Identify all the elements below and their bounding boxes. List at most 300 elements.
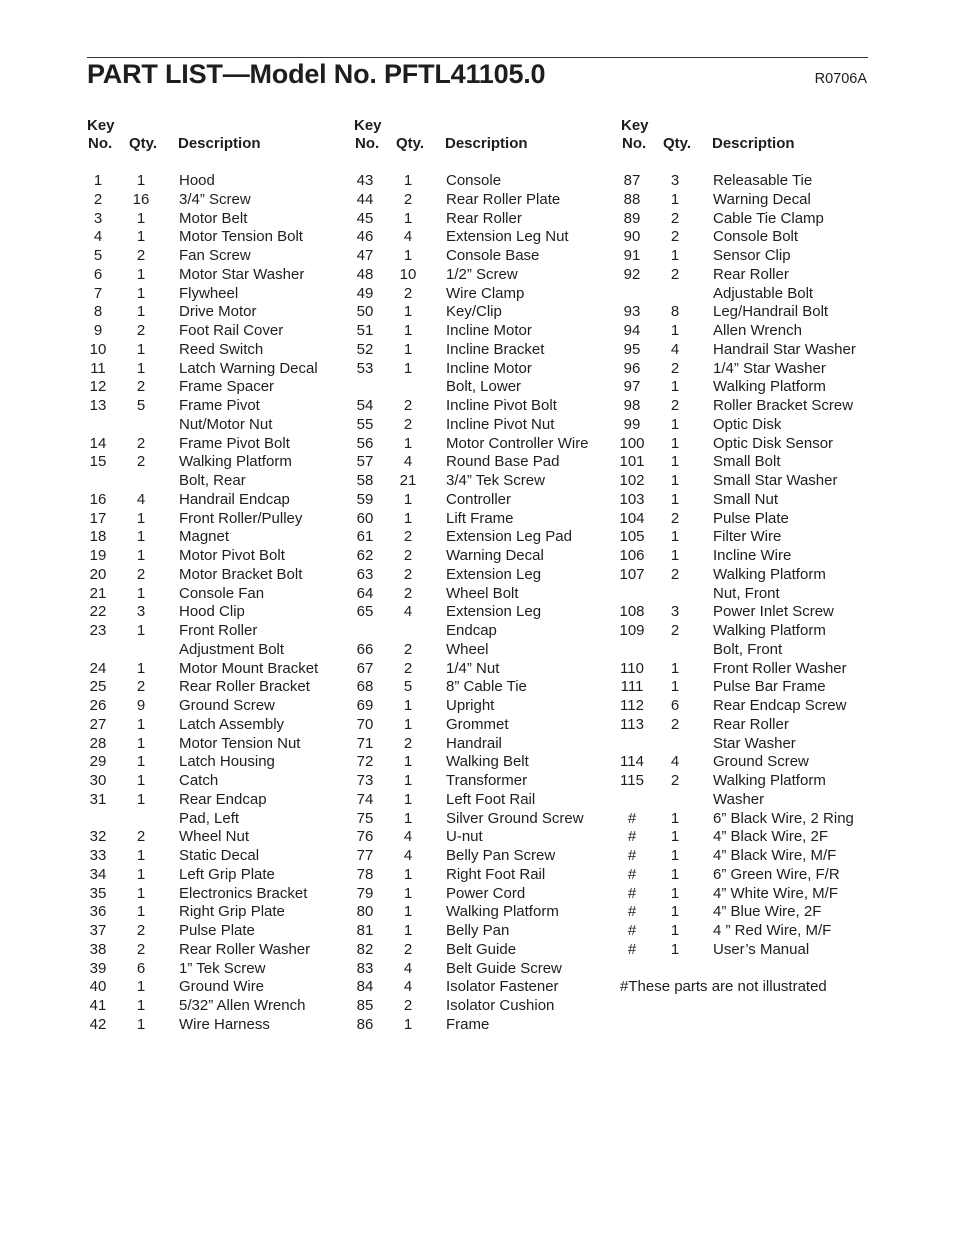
part-key-number: 69 bbox=[356, 697, 374, 714]
part-row bbox=[87, 960, 352, 979]
part-row bbox=[354, 191, 619, 210]
part-key-number: 33 bbox=[89, 847, 107, 864]
part-key-number: 35 bbox=[89, 884, 107, 902]
part-key-number: 55 bbox=[356, 415, 374, 433]
part-key-number: 62 bbox=[356, 547, 374, 564]
part-description: 1” Tek Screw bbox=[179, 959, 266, 977]
part-row bbox=[621, 603, 886, 622]
part-key-number: 9 bbox=[93, 322, 103, 339]
part-description: 1/4” Nut bbox=[446, 659, 500, 677]
part-description: Bolt, Front bbox=[713, 640, 783, 658]
part-key-number: # bbox=[627, 940, 637, 958]
part-description: Wheel bbox=[446, 640, 489, 658]
part-row bbox=[621, 660, 886, 679]
part-description: Motor Tension Nut bbox=[179, 734, 301, 752]
part-description: Electronics Bracket bbox=[179, 884, 308, 902]
part-row bbox=[354, 266, 619, 285]
part-row bbox=[621, 528, 886, 547]
part-key-number: 78 bbox=[356, 865, 374, 883]
part-key-number: 87 bbox=[623, 172, 641, 189]
part-row bbox=[621, 735, 886, 754]
part-key-number: 59 bbox=[356, 490, 374, 508]
part-quantity: 1 bbox=[670, 322, 680, 339]
part-key-number: 42 bbox=[89, 1015, 107, 1033]
part-quantity: 1 bbox=[670, 809, 680, 827]
part-description: Flywheel bbox=[179, 284, 239, 302]
part-row bbox=[354, 716, 619, 735]
part-key-number: 58 bbox=[356, 472, 374, 489]
part-description: Motor Tension Bolt bbox=[179, 228, 303, 246]
part-quantity: 2 bbox=[136, 940, 146, 958]
part-description: Left Grip Plate bbox=[179, 865, 275, 883]
part-quantity: 1 bbox=[403, 209, 413, 227]
part-description: Grommet bbox=[446, 715, 509, 733]
part-row bbox=[621, 678, 886, 697]
part-key-number: 106 bbox=[619, 547, 645, 564]
part-row bbox=[621, 903, 886, 922]
part-description: Bolt, Lower bbox=[446, 378, 522, 396]
part-description: Belt Guide bbox=[446, 940, 517, 958]
part-row bbox=[87, 828, 352, 847]
part-key-number: 16 bbox=[89, 490, 107, 508]
part-row bbox=[87, 247, 352, 266]
part-key-number: 53 bbox=[356, 359, 374, 377]
part-key-number: 19 bbox=[89, 547, 107, 564]
part-key-number: 85 bbox=[356, 997, 374, 1014]
part-key-number: # bbox=[627, 884, 637, 902]
part-description: Left Foot Rail bbox=[446, 790, 536, 808]
part-description: Nut, Front bbox=[713, 584, 780, 602]
part-row bbox=[621, 435, 886, 454]
description-header: Description bbox=[178, 135, 261, 152]
part-key-number: 99 bbox=[623, 415, 641, 433]
part-row bbox=[621, 791, 886, 810]
part-quantity: 4 bbox=[403, 453, 413, 471]
part-row bbox=[354, 397, 619, 416]
part-row bbox=[87, 678, 352, 697]
part-row bbox=[87, 866, 352, 885]
part-description: Console bbox=[446, 172, 502, 189]
part-row bbox=[354, 566, 619, 585]
part-quantity: 1 bbox=[670, 528, 680, 546]
part-description: Motor Mount Bracket bbox=[179, 659, 319, 677]
part-quantity: 1 bbox=[136, 340, 146, 358]
part-key-number: 2 bbox=[93, 190, 103, 208]
part-row bbox=[87, 378, 352, 397]
part-description: 8” Cable Tie bbox=[446, 678, 527, 696]
part-quantity: 4 bbox=[670, 753, 680, 771]
part-row bbox=[621, 753, 886, 772]
part-description: Extension Leg Pad bbox=[446, 528, 572, 546]
part-description: Small Star Washer bbox=[713, 472, 838, 489]
part-description: Pulse Plate bbox=[179, 922, 255, 939]
part-description: Lift Frame bbox=[446, 509, 514, 527]
part-row bbox=[621, 360, 886, 379]
part-quantity: 2 bbox=[403, 397, 413, 414]
part-key-number: 1 bbox=[93, 172, 103, 189]
part-row bbox=[354, 697, 619, 716]
part-description: 4” Black Wire, 2F bbox=[713, 828, 829, 846]
part-description: Latch Housing bbox=[179, 753, 275, 771]
part-row bbox=[354, 285, 619, 304]
part-row bbox=[87, 1016, 352, 1035]
part-quantity: 1 bbox=[136, 509, 146, 527]
part-quantity: 1 bbox=[136, 265, 146, 283]
part-key-number: 61 bbox=[356, 528, 374, 546]
part-row bbox=[354, 735, 619, 754]
part-row bbox=[621, 285, 886, 304]
description-header: Description bbox=[712, 135, 795, 152]
part-key-number: 108 bbox=[619, 603, 645, 621]
part-description: Power Cord bbox=[446, 884, 526, 902]
part-row bbox=[354, 510, 619, 529]
part-row bbox=[354, 322, 619, 341]
part-row bbox=[621, 866, 886, 885]
part-quantity: 2 bbox=[136, 247, 146, 264]
part-row bbox=[354, 416, 619, 435]
part-row bbox=[354, 622, 619, 641]
part-key-number: 38 bbox=[89, 940, 107, 958]
part-quantity: 2 bbox=[136, 828, 146, 846]
part-quantity: 2 bbox=[670, 509, 680, 527]
part-quantity: 2 bbox=[403, 997, 413, 1014]
part-row bbox=[621, 828, 886, 847]
part-quantity: 1 bbox=[670, 434, 680, 452]
part-key-number: 41 bbox=[89, 997, 107, 1014]
qty-header: Qty. bbox=[663, 135, 692, 152]
part-quantity: 2 bbox=[403, 190, 413, 208]
part-row bbox=[354, 678, 619, 697]
part-description: Rear Roller bbox=[446, 209, 522, 227]
part-key-number: 102 bbox=[619, 472, 645, 489]
part-key-number: 47 bbox=[356, 247, 374, 264]
part-row bbox=[354, 453, 619, 472]
part-key-number: 73 bbox=[356, 772, 374, 789]
part-key-number: 26 bbox=[89, 697, 107, 714]
key-header-line1: Key bbox=[354, 117, 382, 134]
part-description: Right Grip Plate bbox=[179, 903, 285, 921]
part-description: Console Base bbox=[446, 247, 540, 264]
part-key-number: 49 bbox=[356, 284, 374, 302]
part-key-number: 60 bbox=[356, 509, 374, 527]
part-key-number: 43 bbox=[356, 172, 374, 189]
part-description: Ground Wire bbox=[179, 978, 265, 996]
part-row bbox=[354, 772, 619, 791]
part-key-number: 48 bbox=[356, 265, 374, 283]
part-row bbox=[87, 978, 352, 997]
parts-column-2 bbox=[354, 117, 619, 1033]
part-description: Cable Tie Clamp bbox=[713, 209, 824, 227]
part-row bbox=[354, 547, 619, 566]
part-row bbox=[87, 772, 352, 791]
part-quantity: 1 bbox=[403, 715, 413, 733]
part-row bbox=[87, 641, 352, 660]
part-row bbox=[354, 960, 619, 979]
part-quantity: 1 bbox=[136, 359, 146, 377]
key-header-line1: Key bbox=[87, 117, 115, 134]
part-quantity: 1 bbox=[136, 772, 146, 789]
part-row bbox=[354, 922, 619, 941]
part-quantity: 2 bbox=[403, 528, 413, 546]
part-quantity: 10 bbox=[399, 265, 417, 283]
part-description: Extension Leg Nut bbox=[446, 228, 569, 246]
part-quantity: 1 bbox=[403, 697, 413, 714]
part-row bbox=[87, 735, 352, 754]
part-key-number: 94 bbox=[623, 322, 641, 339]
part-row bbox=[87, 810, 352, 829]
part-row bbox=[87, 660, 352, 679]
part-row bbox=[354, 210, 619, 229]
part-key-number: 31 bbox=[89, 790, 107, 808]
part-key-number: 115 bbox=[620, 772, 644, 789]
part-row bbox=[354, 528, 619, 547]
part-description: Walking Platform bbox=[713, 565, 826, 583]
part-row bbox=[354, 941, 619, 960]
part-key-number: 29 bbox=[89, 753, 107, 771]
part-key-number: 25 bbox=[89, 678, 107, 696]
part-quantity: 1 bbox=[670, 828, 680, 846]
part-description: Warning Decal bbox=[713, 190, 811, 208]
part-description: Incline Pivot Bolt bbox=[446, 397, 557, 414]
part-quantity: 1 bbox=[136, 884, 146, 902]
part-key-number: 66 bbox=[356, 640, 374, 658]
part-quantity: 1 bbox=[136, 1015, 146, 1033]
part-quantity: 2 bbox=[136, 322, 146, 339]
part-row bbox=[621, 885, 886, 904]
part-row bbox=[87, 941, 352, 960]
part-quantity: 1 bbox=[136, 584, 146, 602]
part-description: Controller bbox=[446, 490, 512, 508]
part-key-number: 90 bbox=[623, 228, 641, 246]
part-key-number: 82 bbox=[356, 940, 374, 958]
part-description: Motor Controller Wire bbox=[446, 434, 589, 452]
part-description: Optic Disk Sensor bbox=[713, 434, 834, 452]
part-row bbox=[621, 228, 886, 247]
part-row bbox=[354, 885, 619, 904]
part-key-number: 12 bbox=[89, 378, 107, 396]
part-quantity: 2 bbox=[136, 678, 146, 696]
part-row bbox=[621, 453, 886, 472]
part-key-number: 80 bbox=[356, 903, 374, 921]
part-row bbox=[87, 622, 352, 641]
part-key-number: 75 bbox=[356, 809, 374, 827]
part-key-number: 91 bbox=[623, 247, 641, 264]
part-description: Walking Platform bbox=[713, 772, 826, 789]
part-key-number: 113 bbox=[620, 715, 644, 733]
part-key-number: 28 bbox=[89, 734, 107, 752]
part-description: Rear Roller Washer bbox=[179, 940, 311, 958]
part-quantity: 1 bbox=[136, 209, 146, 227]
part-description: Endcap bbox=[446, 622, 497, 639]
part-row bbox=[87, 585, 352, 604]
part-description: Upright bbox=[446, 697, 495, 714]
parts-list bbox=[87, 172, 352, 1035]
part-key-number: 105 bbox=[619, 528, 645, 546]
part-description: Frame Pivot bbox=[179, 397, 260, 414]
part-row bbox=[621, 247, 886, 266]
part-description: Hood Clip bbox=[179, 603, 245, 621]
qty-header: Qty. bbox=[129, 135, 158, 152]
part-quantity: 4 bbox=[403, 828, 413, 846]
part-row bbox=[87, 997, 352, 1016]
part-description: Right Foot Rail bbox=[446, 865, 546, 883]
part-row bbox=[87, 172, 352, 191]
part-quantity: 1 bbox=[670, 453, 680, 471]
part-quantity: 1 bbox=[403, 865, 413, 883]
part-row bbox=[354, 791, 619, 810]
part-description: Sensor Clip bbox=[713, 247, 791, 264]
part-description: 3/4” Tek Screw bbox=[446, 472, 545, 489]
part-quantity: 1 bbox=[403, 884, 413, 902]
part-quantity: 1 bbox=[670, 490, 680, 508]
part-description: Front Roller Washer bbox=[713, 659, 847, 677]
part-key-number: 97 bbox=[623, 378, 641, 396]
part-quantity: 2 bbox=[403, 565, 413, 583]
part-key-number: 83 bbox=[356, 959, 374, 977]
part-row bbox=[354, 247, 619, 266]
part-quantity: 2 bbox=[670, 565, 680, 583]
part-quantity: 2 bbox=[670, 622, 680, 639]
part-quantity: 1 bbox=[670, 940, 680, 958]
parts-list bbox=[621, 172, 886, 960]
part-description: 1/2” Screw bbox=[446, 265, 518, 283]
part-description: Console Bolt bbox=[713, 228, 799, 246]
part-key-number: 114 bbox=[620, 753, 644, 771]
part-key-number: 67 bbox=[356, 659, 374, 677]
part-row bbox=[354, 1016, 619, 1035]
part-key-number: 64 bbox=[356, 584, 374, 602]
part-description: Round Base Pad bbox=[446, 453, 560, 471]
part-key-number: 21 bbox=[89, 584, 107, 602]
part-row bbox=[354, 172, 619, 191]
part-quantity: 1 bbox=[403, 434, 413, 452]
part-quantity: 1 bbox=[403, 922, 413, 939]
part-quantity: 3 bbox=[670, 172, 680, 189]
part-row bbox=[621, 472, 886, 491]
part-quantity: 1 bbox=[670, 547, 680, 564]
part-row bbox=[621, 303, 886, 322]
part-quantity: 1 bbox=[136, 734, 146, 752]
part-key-number: 18 bbox=[89, 528, 107, 546]
part-quantity: 1 bbox=[136, 847, 146, 864]
part-key-number: 96 bbox=[623, 359, 641, 377]
part-quantity: 1 bbox=[136, 790, 146, 808]
part-description: Frame Spacer bbox=[179, 378, 275, 396]
part-description: Bolt, Rear bbox=[179, 472, 246, 489]
part-description: Adjustable Bolt bbox=[713, 284, 814, 302]
part-row bbox=[354, 491, 619, 510]
part-quantity: 1 bbox=[403, 903, 413, 921]
part-quantity: 1 bbox=[670, 247, 680, 264]
part-quantity: 2 bbox=[136, 434, 146, 452]
key-header-line2: No. bbox=[355, 135, 380, 152]
part-quantity: 1 bbox=[136, 903, 146, 921]
part-quantity: 1 bbox=[670, 922, 680, 939]
part-quantity: 16 bbox=[132, 190, 150, 208]
part-row bbox=[87, 716, 352, 735]
part-row bbox=[354, 585, 619, 604]
part-quantity: 3 bbox=[136, 603, 146, 621]
part-row bbox=[354, 810, 619, 829]
part-key-number: 79 bbox=[356, 884, 374, 902]
part-key-number: 56 bbox=[356, 434, 374, 452]
part-row bbox=[354, 753, 619, 772]
part-description: Optic Disk bbox=[713, 415, 782, 433]
part-description: 5/32” Allen Wrench bbox=[179, 997, 306, 1014]
part-description: Incline Motor bbox=[446, 322, 532, 339]
part-description: Extension Leg bbox=[446, 603, 542, 621]
part-quantity: 1 bbox=[136, 284, 146, 302]
part-row bbox=[87, 191, 352, 210]
part-quantity: 4 bbox=[403, 959, 413, 977]
part-row bbox=[87, 210, 352, 229]
part-quantity: 1 bbox=[136, 753, 146, 771]
part-description: Filter Wire bbox=[713, 528, 782, 546]
part-description: Adjustment Bolt bbox=[179, 640, 285, 658]
part-description: Power Inlet Screw bbox=[713, 603, 834, 621]
part-key-number: 10 bbox=[89, 340, 107, 358]
part-description: Isolator Cushion bbox=[446, 997, 555, 1014]
part-description: Walking Belt bbox=[446, 753, 529, 771]
part-row bbox=[621, 566, 886, 585]
part-description: Wire Clamp bbox=[446, 284, 525, 302]
part-key-number: 86 bbox=[356, 1015, 374, 1033]
part-row bbox=[621, 810, 886, 829]
part-description: Pad, Left bbox=[179, 809, 240, 827]
part-row bbox=[621, 416, 886, 435]
part-quantity: 1 bbox=[670, 190, 680, 208]
part-quantity: 1 bbox=[136, 978, 146, 996]
part-description: Catch bbox=[179, 772, 219, 789]
part-row bbox=[621, 922, 886, 941]
part-key-number: # bbox=[627, 922, 637, 939]
part-quantity: 2 bbox=[670, 209, 680, 227]
part-row bbox=[87, 566, 352, 585]
part-quantity: 1 bbox=[136, 228, 146, 246]
part-description: Walking Platform bbox=[713, 622, 826, 639]
part-description: Ground Screw bbox=[179, 697, 275, 714]
part-description: Hood bbox=[179, 172, 215, 189]
part-row bbox=[354, 641, 619, 660]
part-description: Fan Screw bbox=[179, 247, 251, 264]
part-description: 4 ” Red Wire, M/F bbox=[713, 922, 832, 939]
part-key-number: 34 bbox=[89, 865, 107, 883]
part-description: U-nut bbox=[446, 828, 483, 846]
part-description: Rear Roller bbox=[713, 715, 789, 733]
part-description: Ground Screw bbox=[713, 753, 809, 771]
part-quantity: 1 bbox=[403, 509, 413, 527]
part-description: Rear Endcap Screw bbox=[713, 697, 847, 714]
part-quantity: 1 bbox=[136, 547, 146, 564]
part-quantity: 1 bbox=[136, 622, 146, 639]
part-description: Front Roller bbox=[179, 622, 258, 639]
part-key-number: 15 bbox=[89, 453, 107, 471]
footnote: #These parts are not illustrated bbox=[620, 978, 827, 995]
part-row bbox=[621, 697, 886, 716]
part-key-number: 76 bbox=[356, 828, 374, 846]
part-row bbox=[87, 922, 352, 941]
part-row bbox=[621, 641, 886, 660]
part-key-number: 11 bbox=[90, 359, 106, 377]
part-description: 6” Green Wire, F/R bbox=[713, 865, 840, 883]
part-quantity: 5 bbox=[136, 397, 146, 414]
part-quantity: 2 bbox=[670, 265, 680, 283]
part-description: Silver Ground Screw bbox=[446, 809, 584, 827]
part-description: Allen Wrench bbox=[713, 322, 802, 339]
part-description: Walking Platform bbox=[179, 453, 292, 471]
part-row bbox=[87, 885, 352, 904]
part-quantity: 2 bbox=[670, 397, 680, 414]
